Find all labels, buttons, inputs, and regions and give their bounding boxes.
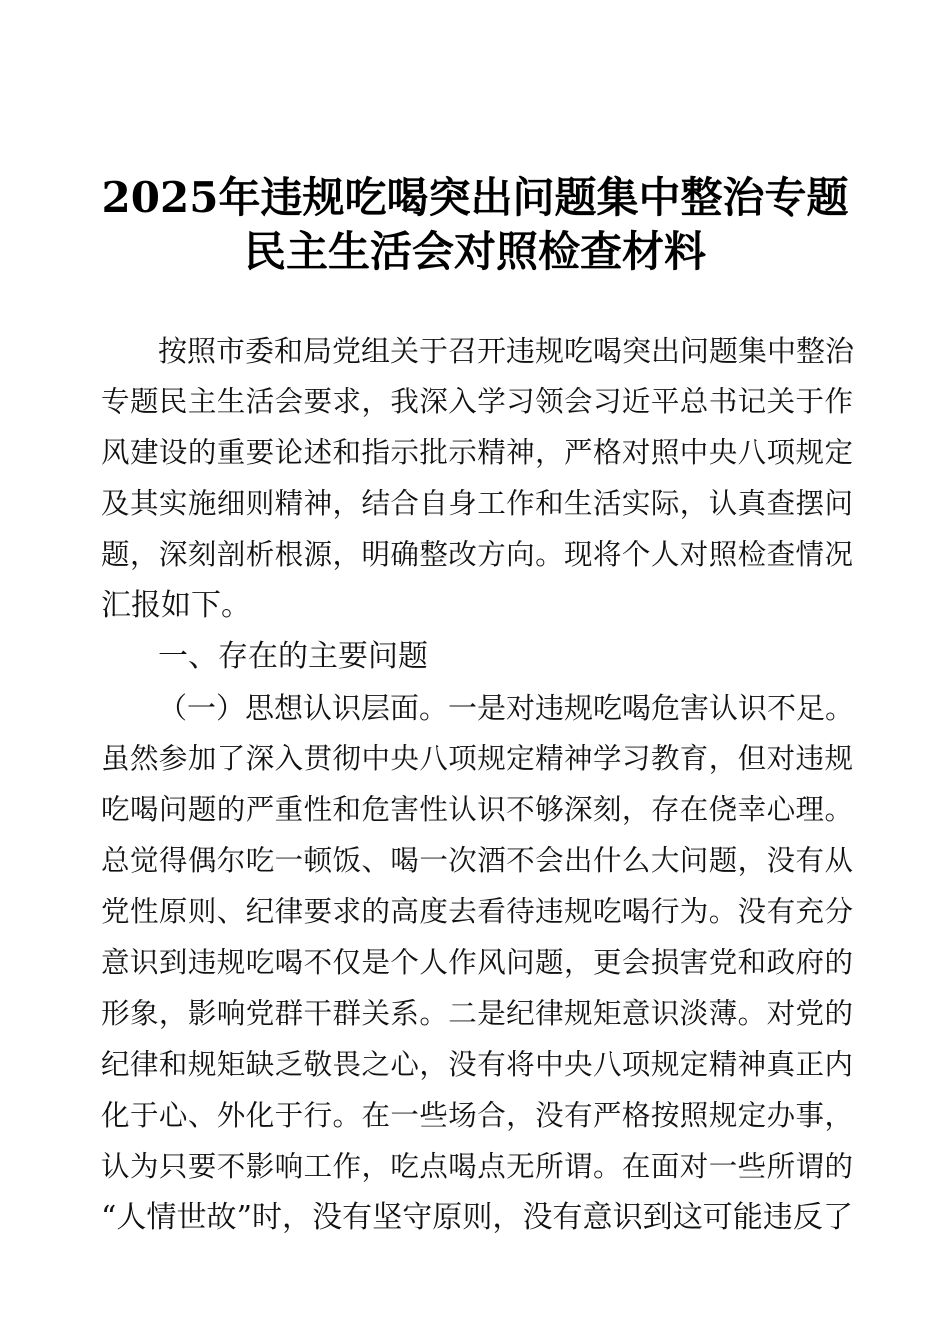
body-line-2: 虽然参加了深入贯彻中央八项规定精神学习教育，但对违规 bbox=[101, 742, 853, 775]
body-line-1: （一）思想认识层面。一是对违规吃喝危害认识不足。 bbox=[158, 691, 855, 725]
body-line-11: “人情世故”时，没有坚守原则，没有意识到这可能违反了 bbox=[101, 1200, 853, 1235]
intro-line-4: 及其实施细则精神，结合自身工作和生活实际，认真查摆问 bbox=[101, 487, 853, 520]
body-line-9: 化于心、外化于行。在一些场合，没有严格按照规定办事， bbox=[101, 1099, 853, 1132]
body-line-8: 纪律和规矩缺乏敬畏之心，没有将中央八项规定精神真正内 bbox=[101, 1048, 853, 1081]
section-heading: 一、存在的主要问题 bbox=[158, 639, 428, 674]
document-title-line-2: 民主生活会对照检查材料 bbox=[243, 227, 706, 276]
intro-line-1: 按照市委和局党组关于召开违规吃喝突出问题集中整治 bbox=[158, 334, 855, 368]
body-line-3: 吃喝问题的严重性和危害性认识不够深刻，存在侥幸心理。 bbox=[101, 793, 853, 826]
body-line-5: 党性原则、纪律要求的高度去看待违规吃喝行为。没有充分 bbox=[101, 895, 853, 928]
body-line-4: 总觉得偶尔吃一顿饭、喝一次酒不会出什么大问题，没有从 bbox=[101, 844, 853, 877]
intro-line-6: 汇报如下。 bbox=[101, 588, 251, 623]
document-title-line-1: 2025年违规吃喝突出问题集中整治专题 bbox=[101, 173, 849, 222]
body-line-10: 认为只要不影响工作，吃点喝点无所谓。在面对一些所谓的 bbox=[101, 1150, 853, 1183]
body-line-7: 形象，影响党群干群关系。二是纪律规矩意识淡薄。对党的 bbox=[101, 997, 853, 1030]
intro-line-5: 题，深刻剖析根源，明确整改方向。现将个人对照检查情况 bbox=[101, 538, 853, 571]
intro-line-2: 专题民主生活会要求，我深入学习领会习近平总书记关于作 bbox=[101, 385, 853, 418]
intro-line-3: 风建设的重要论述和指示批示精神，严格对照中央八项规定 bbox=[101, 436, 853, 469]
body-line-6: 意识到违规吃喝不仅是个人作风问题，更会损害党和政府的 bbox=[101, 946, 853, 979]
